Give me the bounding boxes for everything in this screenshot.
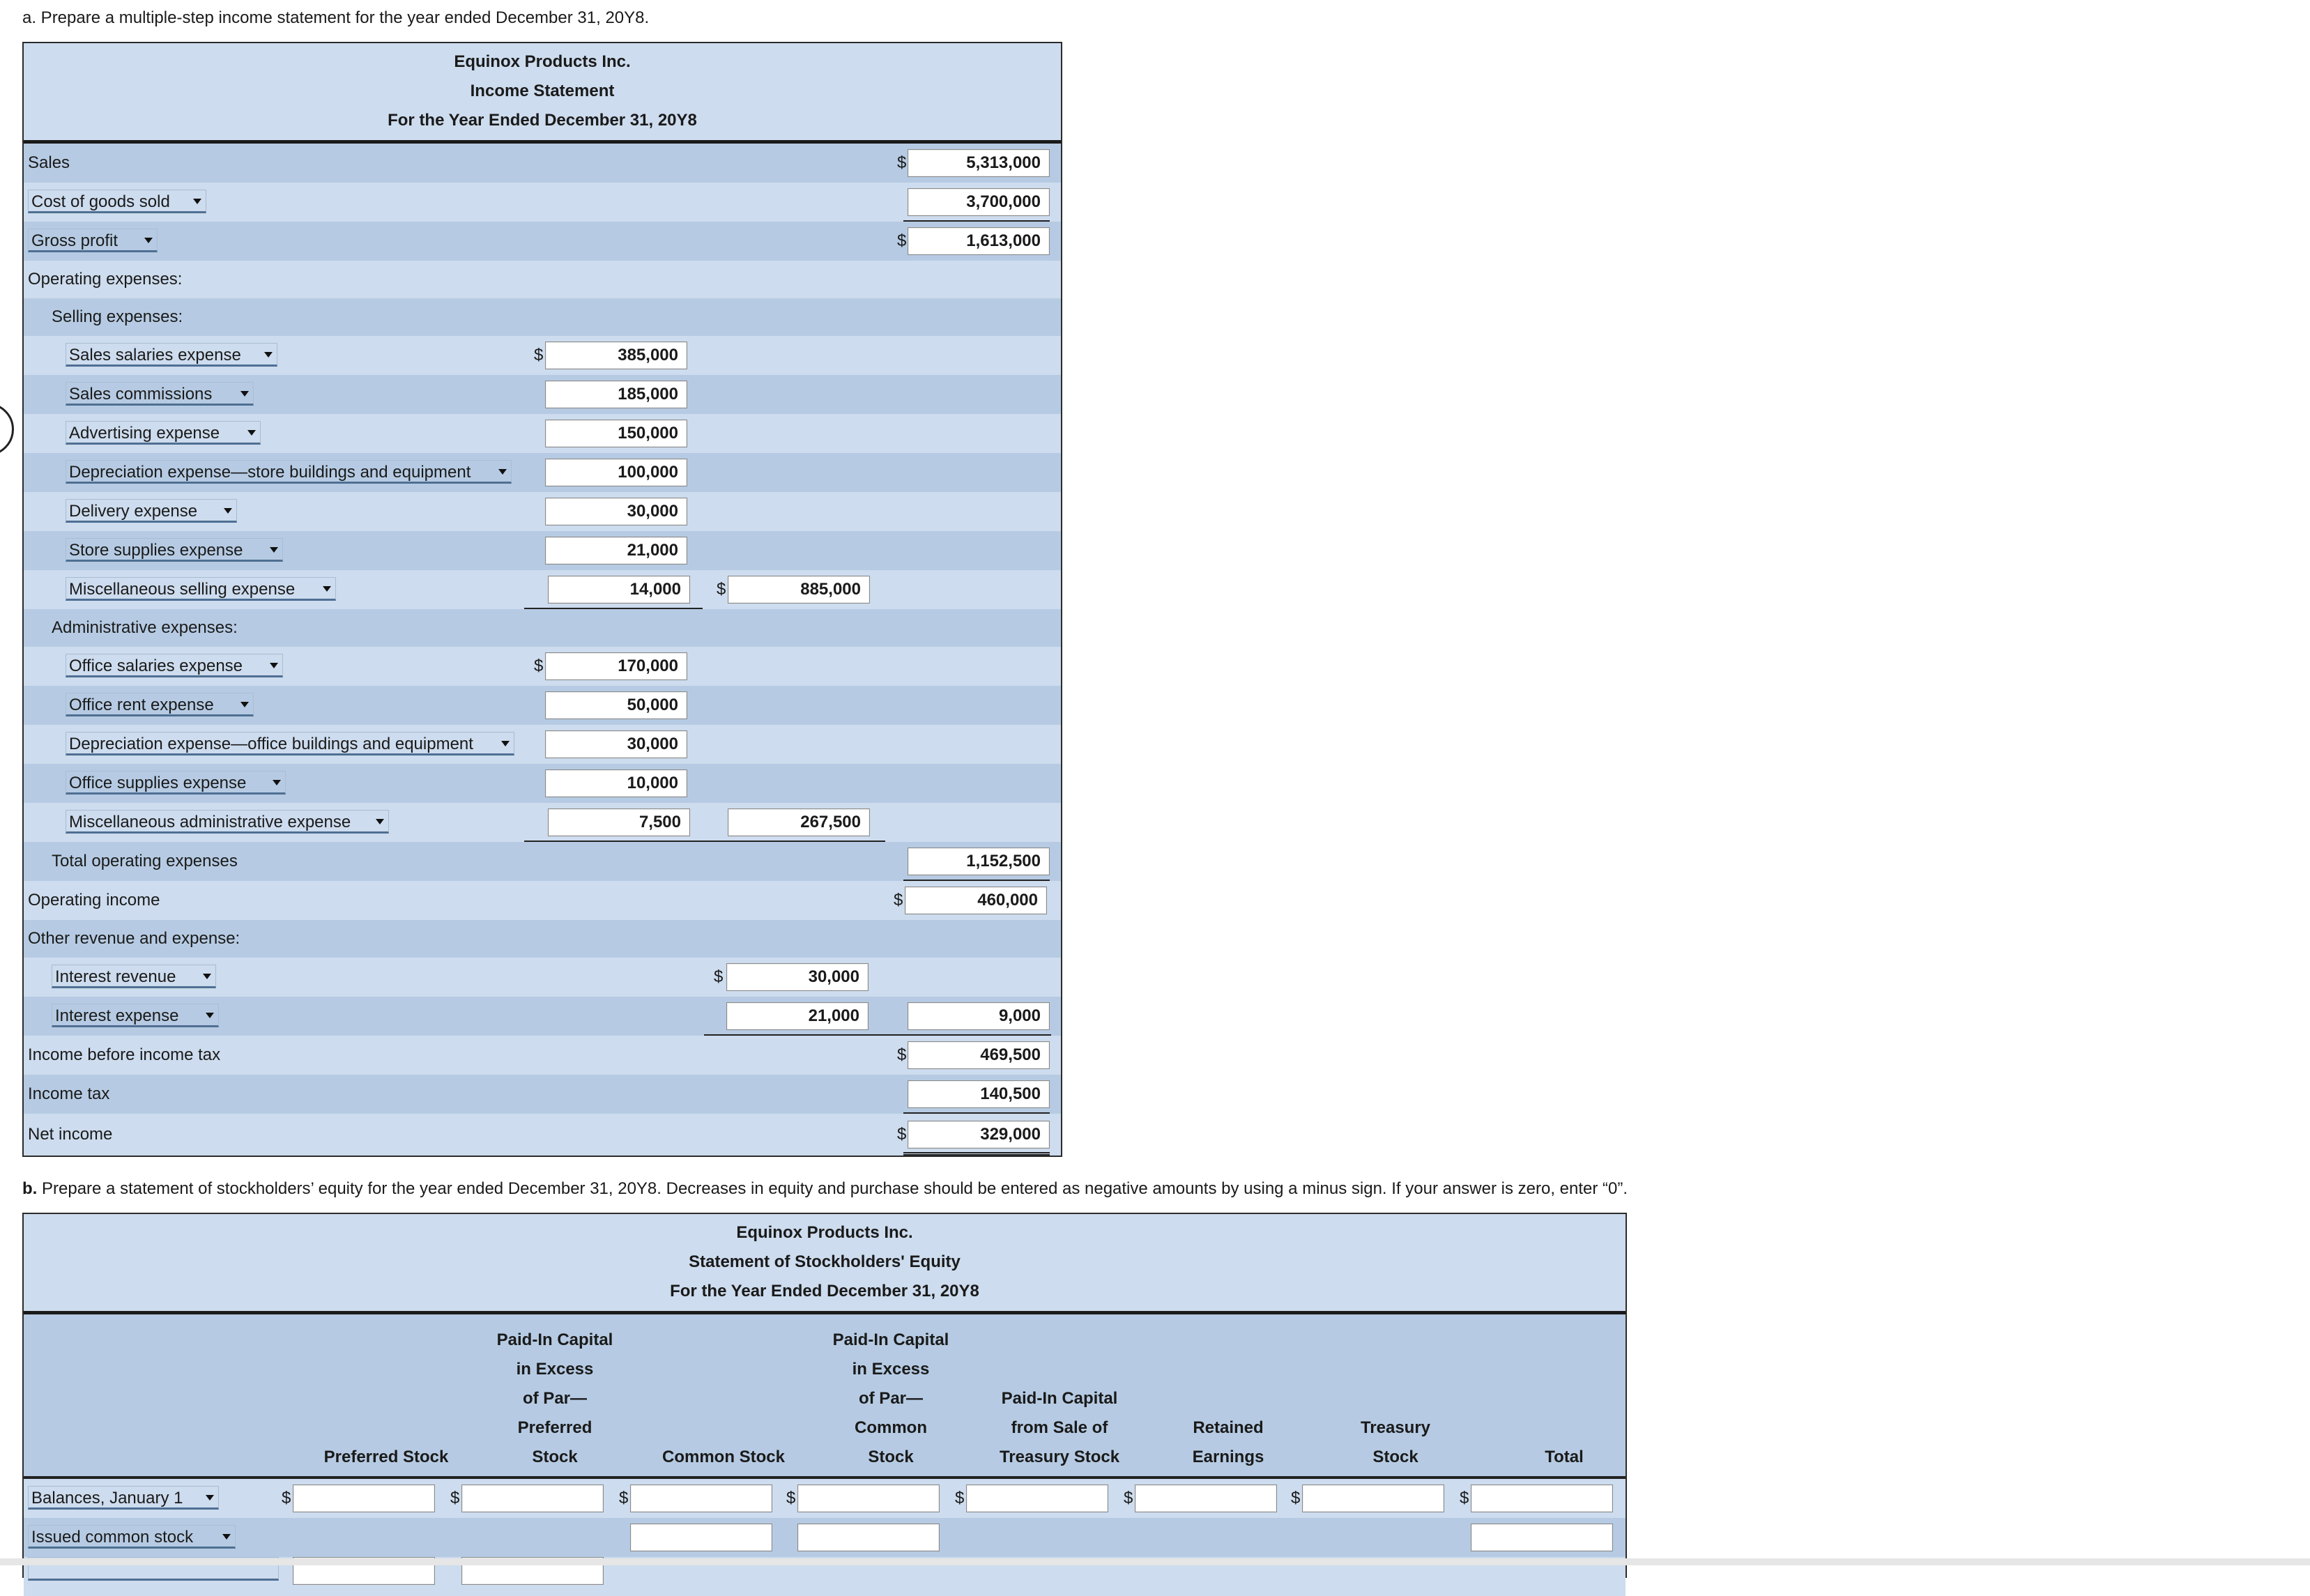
chevron-down-icon: [224, 508, 232, 514]
row-sales: [24, 144, 1061, 183]
store-supplies-amount-input[interactable]: 21,000: [545, 537, 687, 565]
statement-title: Income Statement: [470, 82, 615, 100]
row-admin-expenses: [24, 609, 1061, 647]
col-retained-earnings: Retained Earnings: [1192, 1418, 1264, 1466]
operating-expenses-label: Operating expenses:: [28, 270, 183, 289]
dollar-sign: $: [534, 657, 544, 675]
row-sales-salaries: [24, 336, 1061, 375]
dollar-sign: $: [1460, 1489, 1469, 1507]
dollar-sign: $: [897, 153, 907, 172]
balances-pic-treasury-input[interactable]: [966, 1484, 1108, 1512]
dollar-sign: $: [1291, 1489, 1301, 1507]
income-statement-panel: [22, 42, 1062, 1157]
balances-total-input[interactable]: [1471, 1484, 1613, 1512]
sales-commissions-dropdown[interactable]: Sales commissions: [66, 382, 254, 406]
col-treasury-stock: Treasury Stock: [1360, 1418, 1431, 1466]
col-pic-treasury: Paid-In Capital from Sale of Treasury Stock: [999, 1389, 1120, 1466]
cogs-amount-input[interactable]: 3,700,000: [908, 188, 1050, 216]
double-underline: [903, 1152, 1050, 1156]
col-preferred-stock: Preferred Stock: [323, 1448, 449, 1466]
sales-salaries-amount-input[interactable]: 385,000: [545, 342, 687, 369]
row-selling-expenses: [24, 298, 1061, 336]
advertising-amount-input[interactable]: 150,000: [545, 420, 687, 447]
income-tax-label: Income tax: [28, 1084, 110, 1103]
total-operating-amount-input[interactable]: 1,152,500: [908, 847, 1050, 875]
interest-expense-amount-input[interactable]: 21,000: [726, 1002, 869, 1030]
col-pic-common: Paid-In Capital in Excess of Par— Common Stock: [832, 1330, 949, 1466]
part-b-instruction: b. Prepare a statement of stockholders’ equity for the year ended December 31, 20Y8. Decreases in equity and purchase should be entered as negative amounts by using a minus sign. If your answer is zero, enter “0”.: [22, 1179, 1628, 1198]
chevron-down-icon: [270, 663, 278, 668]
row-store-supplies: [24, 531, 1061, 570]
sales-commissions-amount-input[interactable]: 185,000: [545, 381, 687, 408]
total-operating-label: Total operating expenses: [52, 852, 238, 870]
gross-profit-dropdown[interactable]: Gross profit: [28, 229, 158, 252]
office-supplies-amount-input[interactable]: 10,000: [545, 769, 687, 797]
dollar-sign: $: [717, 580, 726, 599]
gross-profit-amount-input[interactable]: 1,613,000: [908, 227, 1050, 255]
cogs-dropdown[interactable]: Cost of goods sold: [28, 190, 206, 213]
row-office-salaries: [24, 647, 1061, 686]
dollar-sign: $: [534, 346, 544, 365]
admin-expenses-label: Administrative expenses:: [52, 618, 238, 637]
office-rent-amount-input[interactable]: 50,000: [545, 691, 687, 719]
row-issued-common: [24, 1518, 1626, 1557]
row-income-tax: [24, 1075, 1061, 1114]
misc-selling-dropdown[interactable]: Miscellaneous selling expense: [66, 577, 336, 601]
dollar-sign: $: [897, 1045, 907, 1064]
row-misc-admin: [24, 803, 1061, 842]
company-name: Equinox Products Inc.: [736, 1223, 913, 1242]
row-net-income: [24, 1114, 1061, 1156]
row-depreciation-office: [24, 725, 1061, 764]
statement-period: For the Year Ended December 31, 20Y8: [388, 111, 697, 130]
issued-common-stock-input[interactable]: [630, 1524, 772, 1551]
chevron-down-icon: [247, 430, 256, 436]
row-cogs: [24, 183, 1061, 222]
col-common-stock: Common Stock: [661, 1448, 785, 1466]
chevron-down-icon: [144, 238, 153, 243]
depreciation-store-dropdown[interactable]: Depreciation expense—store buildings and equipment: [66, 460, 512, 484]
income-before-tax-amount-input[interactable]: 469,500: [908, 1041, 1050, 1069]
row-depreciation-store: [24, 453, 1061, 492]
dollar-sign: $: [786, 1489, 796, 1507]
balances-jan1-dropdown[interactable]: Balances, January 1: [28, 1486, 219, 1510]
dollar-sign: $: [897, 1125, 907, 1144]
row-interest-expense: [24, 997, 1061, 1036]
chevron-down-icon: [193, 199, 201, 204]
delivery-amount-input[interactable]: 30,000: [545, 498, 687, 525]
office-salaries-dropdown[interactable]: Office salaries expense: [66, 654, 283, 677]
chevron-down-icon: [273, 780, 281, 785]
statement-title: Statement of Stockholders' Equity: [689, 1252, 961, 1271]
row-gross-profit: [24, 222, 1061, 261]
chevron-down-icon: [203, 974, 211, 979]
office-supplies-dropdown[interactable]: Office supplies expense: [66, 771, 286, 795]
selling-total-input[interactable]: 885,000: [728, 576, 870, 604]
company-name: Equinox Products Inc.: [454, 52, 631, 71]
admin-total-input[interactable]: 267,500: [728, 808, 870, 836]
equity-header: [24, 1214, 1626, 1314]
income-statement-header: [24, 43, 1061, 144]
col-total: Total: [1545, 1448, 1584, 1466]
statement-period: For the Year Ended December 31, 20Y8: [670, 1282, 979, 1300]
dollar-sign: $: [1124, 1489, 1133, 1507]
row-office-rent: [24, 686, 1061, 725]
row-sales-commissions: [24, 375, 1061, 414]
income-tax-amount-input[interactable]: 140,500: [908, 1080, 1050, 1108]
balances-pic-preferred-input[interactable]: [461, 1484, 604, 1512]
dollar-sign: $: [714, 967, 724, 986]
chevron-down-icon: [240, 702, 249, 707]
office-salaries-amount-input[interactable]: 170,000: [545, 652, 687, 680]
row-total-operating: [24, 842, 1061, 881]
depreciation-office-amount-input[interactable]: 30,000: [545, 730, 687, 758]
income-before-tax-label: Income before income tax: [28, 1045, 221, 1064]
row-misc-selling: [24, 570, 1061, 609]
misc-admin-dropdown[interactable]: Miscellaneous administrative expense: [66, 810, 389, 834]
issued-common-total-input[interactable]: [1471, 1524, 1613, 1551]
misc-selling-amount-input[interactable]: 14,000: [548, 576, 690, 604]
dollar-sign: $: [619, 1489, 629, 1507]
balances-treasury-input[interactable]: [1302, 1484, 1444, 1512]
office-rent-dropdown[interactable]: Office rent expense: [66, 693, 254, 716]
row-office-supplies: [24, 764, 1061, 803]
net-income-label: Net income: [28, 1125, 113, 1144]
sales-amount-input[interactable]: 5,313,000: [908, 149, 1050, 177]
sales-label: Sales: [28, 153, 70, 172]
depreciation-office-dropdown[interactable]: Depreciation expense—office buildings and equipment: [66, 732, 514, 755]
circle-button-icon[interactable]: [0, 403, 14, 456]
row-delivery: [24, 492, 1061, 531]
chevron-down-icon: [498, 469, 507, 475]
part-a-instruction: a. Prepare a multiple-step income statement for the year ended December 31, 20Y8.: [22, 8, 650, 27]
issued-common-dropdown[interactable]: Issued common stock: [28, 1525, 236, 1549]
stockholders-equity-panel: [22, 1213, 1627, 1578]
chevron-down-icon: [240, 391, 249, 397]
row-advertising: [24, 414, 1061, 453]
balances-pic-common-input[interactable]: [797, 1484, 940, 1512]
dollar-sign: $: [894, 891, 903, 910]
row-balances-jan1: [24, 1479, 1626, 1518]
interest-expense-dropdown[interactable]: Interest expense: [52, 1004, 219, 1027]
interest-revenue-amount-input[interactable]: 30,000: [726, 963, 869, 991]
operating-income-amount-input[interactable]: 460,000: [905, 887, 1047, 914]
balances-common-input[interactable]: [630, 1484, 772, 1512]
delivery-dropdown[interactable]: Delivery expense: [66, 499, 237, 523]
chevron-down-icon: [376, 819, 384, 824]
dollar-sign: $: [282, 1489, 291, 1507]
dollar-sign: $: [450, 1489, 460, 1507]
balances-preferred-input[interactable]: [293, 1484, 435, 1512]
operating-income-label: Operating income: [28, 891, 160, 910]
row-income-before-tax: [24, 1036, 1061, 1075]
row-operating-expenses: [24, 261, 1061, 298]
interest-revenue-dropdown[interactable]: Interest revenue: [52, 965, 216, 988]
dollar-sign: $: [955, 1489, 965, 1507]
column-header-row: [24, 1314, 1626, 1479]
chevron-down-icon: [206, 1495, 214, 1501]
misc-admin-amount-input[interactable]: 7,500: [548, 808, 690, 836]
depreciation-store-amount-input[interactable]: 100,000: [545, 459, 687, 486]
row-operating-income: [24, 881, 1061, 920]
chevron-down-icon: [264, 352, 273, 358]
issued-common-pic-input[interactable]: [797, 1524, 940, 1551]
net-income-amount-input[interactable]: 329,000: [908, 1121, 1050, 1149]
balances-retained-input[interactable]: [1135, 1484, 1277, 1512]
other-net-amount-input[interactable]: 9,000: [908, 1002, 1050, 1030]
chevron-down-icon: [270, 547, 278, 553]
chevron-down-icon: [501, 741, 510, 746]
dollar-sign: $: [897, 231, 907, 250]
chevron-down-icon: [206, 1013, 214, 1018]
store-supplies-dropdown[interactable]: Store supplies expense: [66, 538, 283, 562]
horizontal-scrollbar[interactable]: [0, 1558, 2310, 1565]
other-rev-exp-label: Other revenue and expense:: [28, 929, 240, 948]
row-interest-revenue: [24, 958, 1061, 997]
sales-salaries-dropdown[interactable]: Sales salaries expense: [66, 343, 277, 367]
selling-expenses-label: Selling expenses:: [52, 307, 183, 326]
col-pic-preferred: Paid-In Capital in Excess of Par— Preferred Stock: [496, 1330, 613, 1466]
chevron-down-icon: [323, 586, 331, 592]
chevron-down-icon: [222, 1534, 231, 1540]
row-other-rev-exp: [24, 920, 1061, 958]
advertising-dropdown[interactable]: Advertising expense: [66, 421, 261, 445]
